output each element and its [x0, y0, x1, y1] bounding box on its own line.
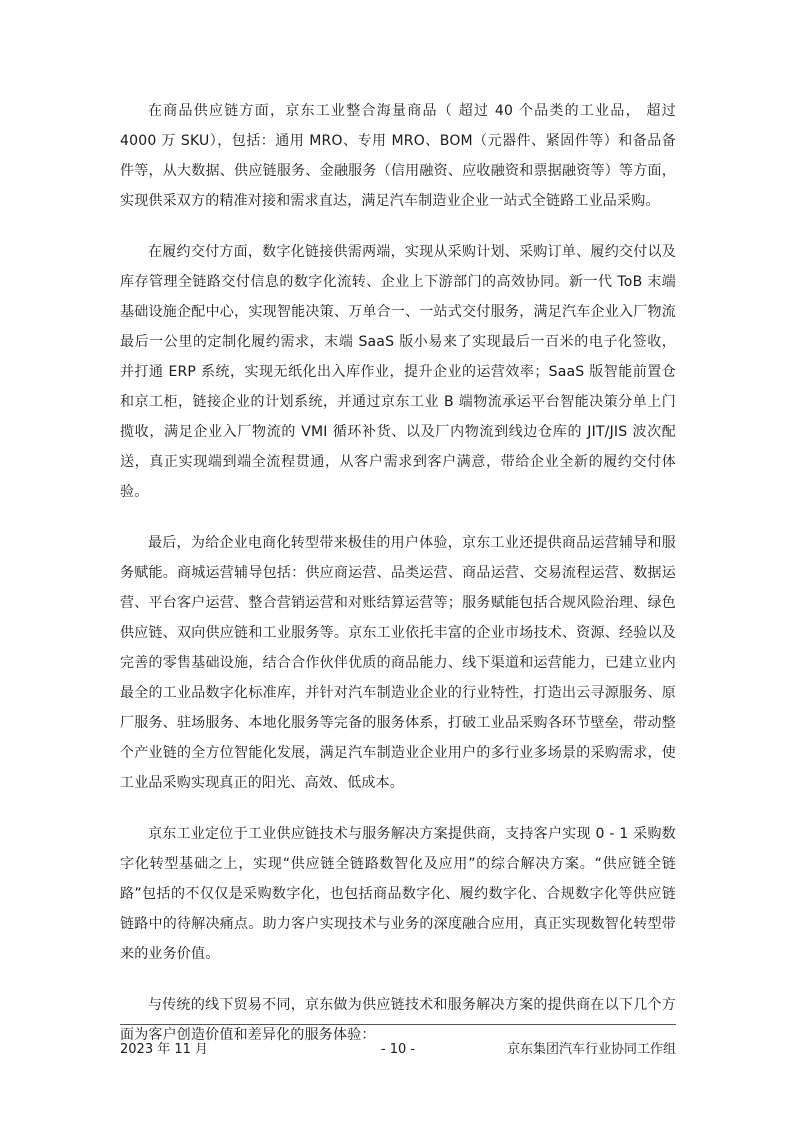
paragraph-differentiation: 与传统的线下贸易不同，京东做为供应链技术和服务解决方案的提供商在以下几个方面为客户创造价值和差异化的服务体验： [120, 997, 676, 1043]
paragraph-positioning: 京东工业定位于工业供应链技术与服务解决方案提供商，支持客户实现 0 - 1 采购数字化转型基础之上，实现“供应链全链路数智化及应用”的综合解决方案。“供应链全链路”包括的不仅仅是采购数字化，也包括商品数字化、履约数字化、合规数字化等供应链链路中的待解决痛点。助力客户实现技术与业务的深度融合应用，真正实现数智化转型带来的业务价值。 [120, 826, 676, 962]
page-footer [120, 1040, 676, 1060]
paragraph-supply-chain: 在商品供应链方面，京东工业整合海量商品（ 超过 40 个品类的工业品， 超过 4000 万 SKU），包括：通用 MRO、专用 MRO、BOM（元器件、紧固件等）和备品备件等，从大数据、供应链服务、金融服务（信用融资、应收融资和票据融资等）等方面，实现供采双方的精准对接和需求直达，满足汽车制造业企业一站式全链路工业品采购。 [120, 103, 676, 209]
footer-date: 2023 年 11 月 [120, 1042, 209, 1057]
page-number: - 10 - [380, 1042, 416, 1057]
footer-organization: 京东集团汽车行业协同工作组 [506, 1042, 676, 1057]
footer-divider [120, 1024, 676, 1025]
paragraph-fulfillment: 在履约交付方面，数字化链接供需两端，实现从采购计划、采购订单、履约交付以及库存管理全链路交付信息的数字化流转、企业上下游部门的高效协同。新一代 ToB 末端基础设施企配中心，实现智能决策、万单合一、一站式交付服务，满足汽车企业入厂物流最后一公里的定制化履约需求，末端 SaaS 版小易来了实现最后一百米的电子化签收，并打通 ERP 系统，实现无纸化出入库作业，提升企业的运营效率；SaaS 版智能前置仓和京工柜，链接企业的计划系统，并通过京东工业 B 端物流承运平台智能决策分单上门揽收，满足企业入厂物流的 VMI 循环补货、以及厂内物流到线边仓库的 JIT/JIS 波次配送，真正实现端到端全流程贯通，从客户需求到客户满意，带给企业全新的履约交付体验。 [120, 244, 676, 500]
paragraph-operations: 最后，为给企业电商化转型带来极佳的用户体验，京东工业还提供商品运营辅导和服务赋能。商城运营辅导包括：供应商运营、品类运营、商品运营、交易流程运营、数据运营、平台客户运营、整合营销运营和对账结算运营等；服务赋能包括合规风险治理、绿色供应链、双向供应链和工业服务等。京东工业依托丰富的企业市场技术、资源、经验以及完善的零售基础设施，结合合作伙伴优质的商品能力、线下渠道和运营能力，已建立业内最全的工业品数字化标准库，并针对汽车制造业企业的行业特性，打造出云寻源服务、原厂服务、驻场服务、本地化服务等完备的服务体系，打破工业品采购各环节壁垒，带动整个产业链的全方位智能化发展，满足汽车制造业企业用户的多行业多场景的采购需求，使工业品采购实现真正的阳光、高效、低成本。 [120, 535, 676, 791]
document-body [120, 96, 676, 1071]
